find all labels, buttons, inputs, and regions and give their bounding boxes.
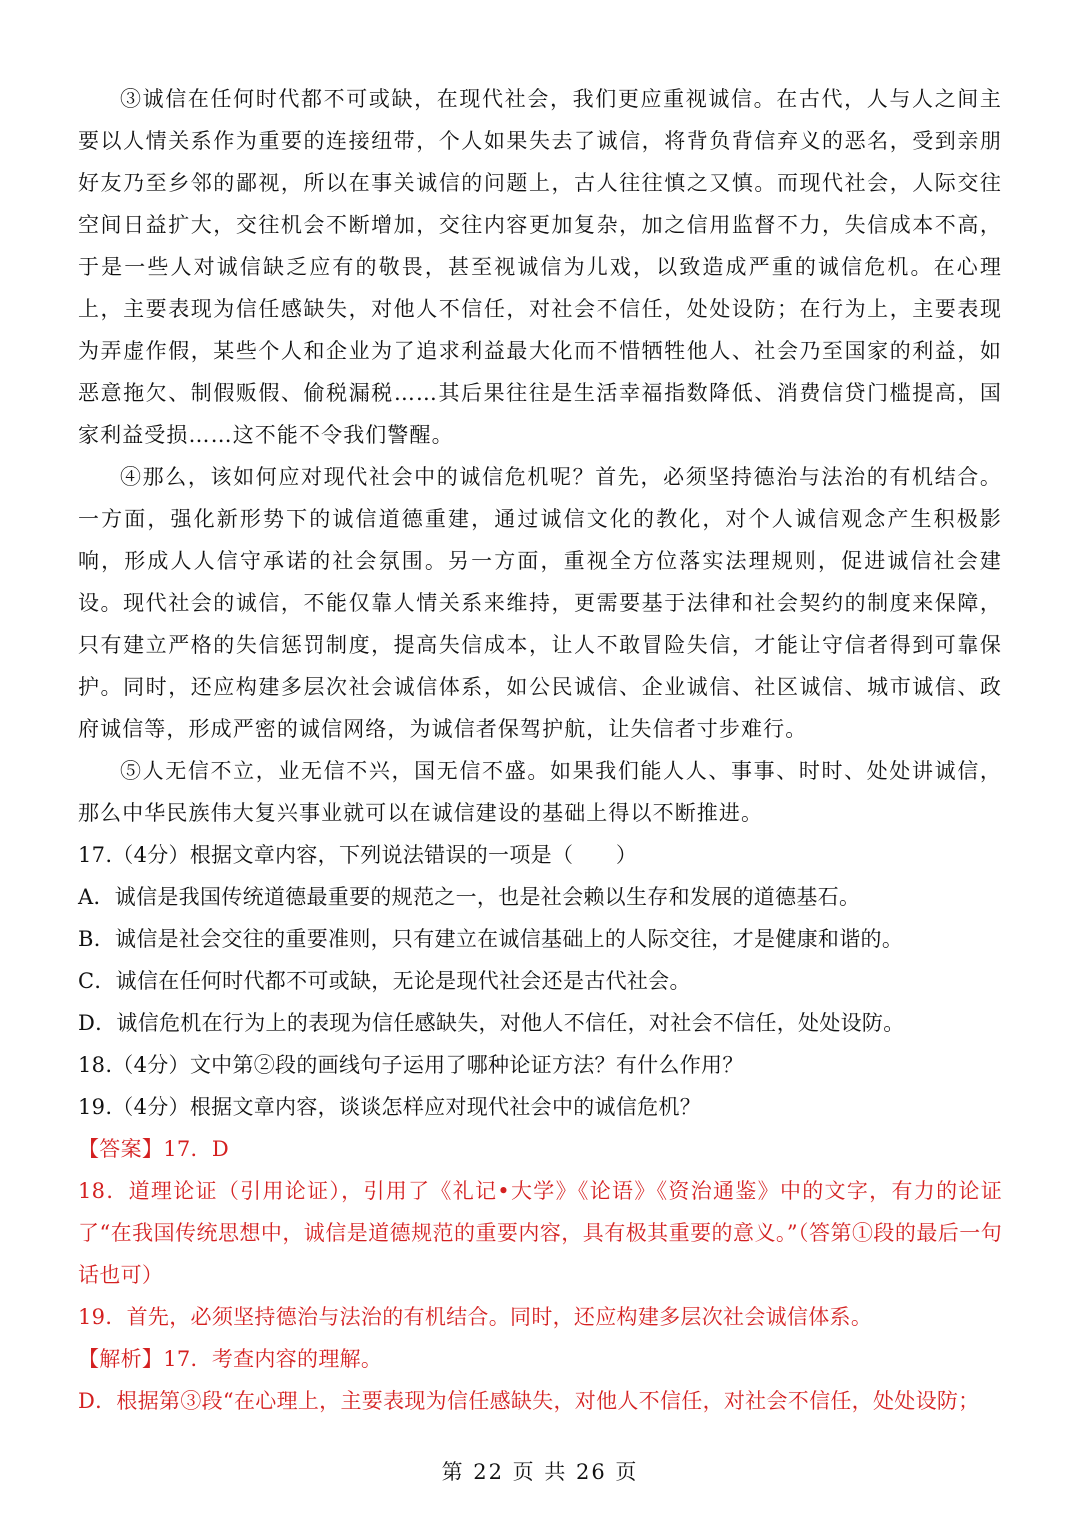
question-17-option-d: D．诚信危机在行为上的表现为信任感缺失，对他人不信任，对社会不信任，处处设防。 xyxy=(78,1011,905,1035)
answer-18: 18．道理论证（引用论证），引用了《礼记•大学》《论语》《资治通鉴》中的文字，有力的论证了“在我国传统思想中，诚信是道德规范的重要内容，具有极其重要的意义。”（答第①段的最后一句话也可） xyxy=(78,1179,1002,1287)
answer-19: 19．首先，必须坚持德治与法治的有机结合。同时，还应构建多层次社会诚信体系。 xyxy=(78,1305,873,1329)
answer-17-text: 17．D xyxy=(163,1137,229,1161)
analysis-option-d: D．根据第③段“在心理上，主要表现为信任感缺失，对他人不信任，对社会不信任，处处设防； xyxy=(78,1389,980,1413)
question-19: 19.（4分）根据文章内容，谈谈怎样应对现代社会中的诚信危机？ xyxy=(78,1095,702,1119)
question-17: 17.（4分）根据文章内容，下列说法错误的一项是（ ） xyxy=(78,843,638,867)
answer-17 xyxy=(78,1128,1002,1170)
document-page xyxy=(78,78,1002,1422)
page-number-footer: 第 22 页 共 26 页 xyxy=(441,1460,639,1484)
analysis-17 xyxy=(78,1338,1002,1380)
passage-paragraph-4: ④那么，该如何应对现代社会中的诚信危机呢？首先，必须坚持德治与法治的有机结合。一方面，强化新形势下的诚信道德重建，通过诚信文化的教化，对个人诚信观念产生积极影响，形成人人信守承诺的社会氛围。另一方面，重视全方位落实法理规则，促进诚信社会建设。现代社会的诚信，不能仅靠人情关系来维持，更需要基于法律和社会契约的制度来保障，只有建立严格的失信惩罚制度，提高失信成本，让人不敢冒险失信，才能让守信者得到可靠保护。同时，还应构建多层次社会诚信体系，如公民诚信、企业诚信、社区诚信、城市诚信、政府诚信等，形成严密的诚信网络，为诚信者保驾护航，让失信者寸步难行。 xyxy=(78,465,1002,741)
passage-paragraph-5: ⑤人无信不立，业无信不兴，国无信不盛。如果我们能人人、事事、时时、处处讲诚信，那么中华民族伟大复兴事业就可以在诚信建设的基础上得以不断推进。 xyxy=(78,759,1002,825)
question-17-option-b: B．诚信是社会交往的重要准则，只有建立在诚信基础上的人际交往，才是健康和谐的。 xyxy=(78,927,904,951)
answer-label: 【答案】 xyxy=(78,1137,164,1161)
analysis-label: 【解析】 xyxy=(78,1347,164,1371)
question-17-option-c: C．诚信在任何时代都不可或缺，无论是现代社会还是古代社会。 xyxy=(78,969,691,993)
analysis-17-text: 17．考查内容的理解。 xyxy=(163,1347,383,1371)
question-17-option-a: A．诚信是我国传统道德最重要的规范之一，也是社会赖以生存和发展的道德基石。 xyxy=(78,885,861,909)
question-18: 18.（4分）文中第②段的画线句子运用了哪种论证方法？有什么作用？ xyxy=(78,1053,744,1077)
passage-paragraph-3: ③诚信在任何时代都不可或缺，在现代社会，我们更应重视诚信。在古代，人与人之间主要以人情关系作为重要的连接纽带，个人如果失去了诚信，将背负背信弃义的恶名，受到亲朋好友乃至乡邻的鄙视，所以在事关诚信的问题上，古人往往慎之又慎。而现代社会，人际交往空间日益扩大，交往机会不断增加，交往内容更加复杂，加之信用监督不力，失信成本不高，于是一些人对诚信缺乏应有的敬畏，甚至视诚信为儿戏，以致造成严重的诚信危机。在心理上，主要表现为信任感缺失，对他人不信任，对社会不信任，处处设防；在行为上，主要表现为弄虚作假，某些个人和企业为了追求利益最大化而不惜牺牲他人、社会乃至国家的利益，如恶意拖欠、制假贩假、偷税漏税……其后果往往是生活幸福指数降低、消费信贷门槛提高，国家利益受损……这不能不令我们警醒。 xyxy=(78,87,1002,447)
